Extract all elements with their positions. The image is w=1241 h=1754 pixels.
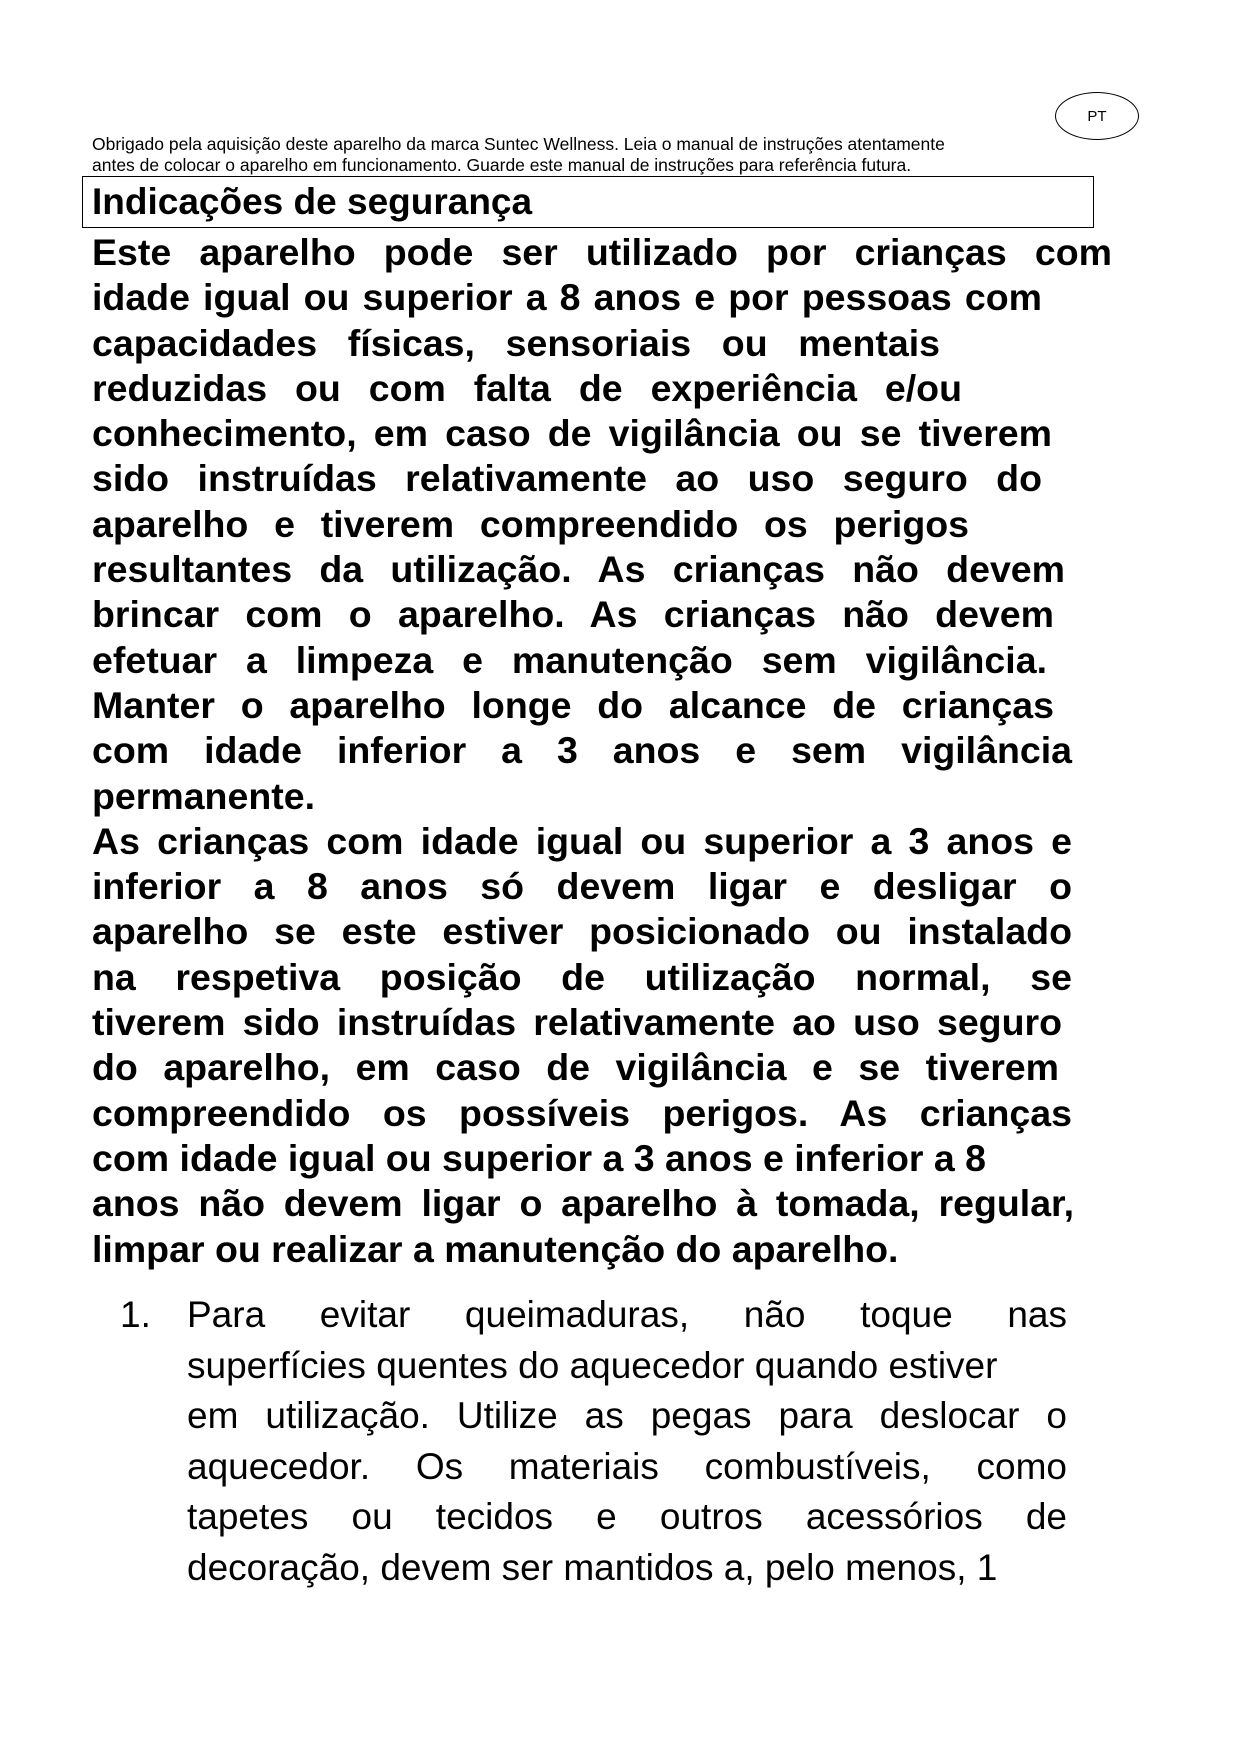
language-badge: PT <box>1055 92 1139 140</box>
warning-line: sido instruídas relativamente ao uso seguro do <box>92 457 1042 500</box>
warning-line: compreendido os possíveis perigos. As crianças <box>92 1091 1072 1134</box>
warning-line: anos não devem ligar o aparelho à tomada, regular, <box>92 1182 1074 1225</box>
warning-line: resultantes da utilização. As crianças não devem <box>92 548 1065 591</box>
warning-line: idade igual ou superior a 8 anos e por pessoas com <box>92 276 1042 319</box>
warning-line: inferior a 8 anos só devem ligar e desligar o <box>92 865 1072 908</box>
instruction-line: aquecedor. Os materiais combustíveis, como <box>187 1445 1067 1487</box>
warning-line: conhecimento, em caso de vigilância ou se tiverem <box>92 412 1052 455</box>
warning-line: permanente. <box>92 774 315 817</box>
warning-line: com idade inferior a 3 anos e sem vigilância <box>92 729 1072 772</box>
warning-line: aparelho se este estiver posicionado ou instalado <box>92 910 1072 953</box>
section-title: Indicações de segurança <box>92 181 533 222</box>
warning-line: tiverem sido instruídas relativamente ao uso seguro <box>92 1001 1062 1044</box>
warning-line: na respetiva posição de utilização normal, se <box>92 955 1072 998</box>
warning-line: capacidades físicas, sensoriais ou mentais <box>92 321 940 364</box>
instruction-line: decoração, devem ser mantidos a, pelo menos, 1 <box>187 1546 998 1588</box>
instruction-line: superfícies quentes do aquecedor quando estiver <box>187 1344 998 1386</box>
warning-line: Manter o aparelho longe do alcance de crianças <box>92 683 1054 726</box>
warning-line: Este aparelho pode ser utilizado por crianças com <box>92 231 1112 273</box>
warning-line: limpar ou realizar a manutenção do aparelho. <box>92 1227 899 1270</box>
warning-line: do aparelho, em caso de vigilância e se tiverem <box>92 1046 1059 1089</box>
intro-line: Obrigado pela aquisição deste aparelho da marca Suntec Wellness. Leia o manual de instruções atentamente <box>92 134 945 154</box>
intro-text <box>92 134 1082 176</box>
warning-line: efetuar a limpeza e manutenção sem vigilância. <box>92 638 1047 681</box>
warning-line: brincar com o aparelho. As crianças não devem <box>92 593 1054 636</box>
warning-line: com idade igual ou superior a 3 anos e inferior a 8 <box>92 1136 986 1179</box>
child-safety-warning <box>92 230 1112 1272</box>
instruction-text <box>187 1290 1067 1593</box>
instruction-line: Para evitar queimaduras, não toque nas <box>187 1294 1067 1335</box>
instruction-number: 1. <box>120 1294 151 1335</box>
warning-line: reduzidas ou com falta de experiência e/ou <box>92 366 962 409</box>
warning-line: aparelho e tiverem compreendido os perigos <box>92 502 969 545</box>
instruction-line: tapetes ou tecidos e outros acessórios de <box>187 1496 1067 1537</box>
intro-line: antes de colocar o aparelho em funcionamento. Guarde este manual de instruções para referência futura. <box>92 155 912 175</box>
instruction-line: em utilização. Utilize as pegas para deslocar o <box>187 1395 1067 1436</box>
warning-line: As crianças com idade igual ou superior a 3 anos e <box>92 819 1072 862</box>
